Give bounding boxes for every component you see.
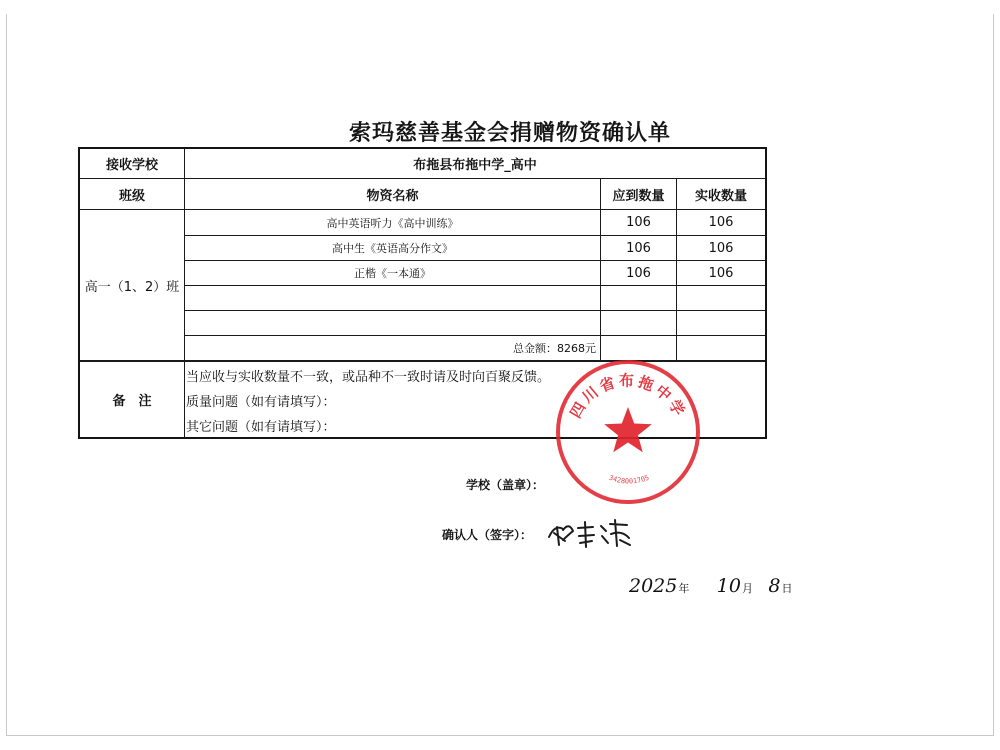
date-day: 8: [768, 575, 781, 597]
star-icon: [604, 407, 652, 452]
date-year: 2025: [629, 575, 678, 597]
handwritten-signature: [545, 512, 635, 552]
remarks-line-3: 其它问题（如有请填写）：: [186, 419, 336, 435]
row-line: [184, 310, 765, 311]
seal-graphic: [553, 357, 703, 507]
date-month: 10: [716, 575, 741, 597]
seal-text: 四川省布拖中学: [566, 371, 690, 422]
item-expected-qty: 106: [626, 265, 651, 281]
date-year-unit: 年: [678, 582, 690, 595]
date-day-unit: 日: [781, 582, 793, 595]
remarks-line-2: 质量问题（如有请填写）：: [186, 394, 336, 410]
row-line: [184, 285, 765, 286]
item-name: 正楷《一本通》: [354, 267, 431, 280]
item-expected-qty: 106: [626, 240, 651, 256]
item-actual-qty: 106: [708, 265, 734, 281]
actual-qty-header: 实收数量: [694, 188, 747, 204]
item-name-header: 物资名称: [366, 188, 419, 204]
total-amount: 总金额：8268元: [513, 342, 596, 355]
receiving-school-label: 接收学校: [105, 158, 158, 173]
class-value: 高一（1、2）班: [84, 279, 180, 295]
scan-edge-bottom: [6, 735, 994, 736]
confirmer-label: 确认人（签字）：: [442, 528, 533, 542]
date-month-unit: 月: [741, 582, 753, 595]
receiving-school-value: 布拖县布拖中学_高中: [413, 158, 537, 173]
item-actual-qty: 106: [708, 215, 734, 230]
school-seal-label: 学校（盖章）：: [466, 478, 545, 492]
item-name: 高中英语听力《高中训练》: [326, 216, 459, 230]
item-name: 高中生《英语高分作文》: [332, 242, 453, 255]
school-seal: [553, 357, 703, 511]
remarks-line-1: 当应收与实收数量不一致，或品种不一致时请及时向百聚反馈。: [186, 369, 551, 385]
date-line: [629, 575, 796, 597]
document-title: 索玛慈善基金会捐赠物资确认单: [348, 120, 671, 146]
item-expected-qty: 106: [626, 215, 651, 230]
item-actual-qty: 106: [708, 240, 734, 256]
expected-qty-header: 应到数量: [612, 188, 665, 204]
seal-code: 3428001705: [607, 473, 651, 486]
remarks-label: 备 注: [112, 394, 152, 409]
class-header: 班级: [118, 188, 145, 204]
